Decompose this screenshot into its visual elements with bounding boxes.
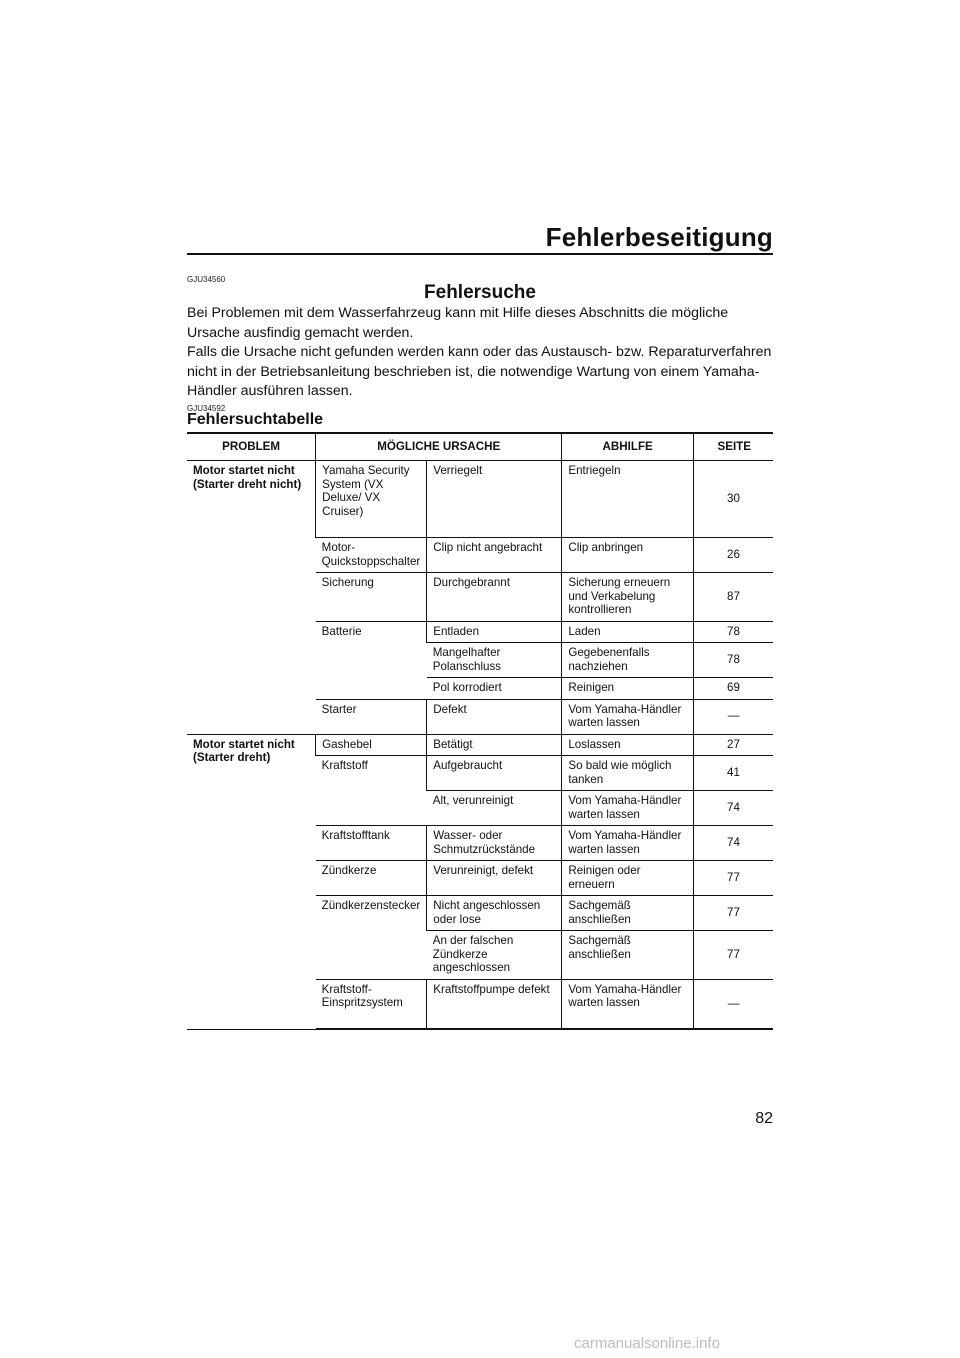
- table-row: [187, 734, 773, 756]
- symptom-cell: Verriegelt: [427, 461, 562, 538]
- page-cell: 77: [693, 861, 773, 896]
- symptom-cell: Durchgebrannt: [427, 573, 562, 622]
- page-cell: —: [693, 699, 773, 734]
- symptom-cell: Verunreinigt, defekt: [427, 861, 562, 896]
- table-row: [187, 461, 773, 538]
- cause-cell: Yamaha Security System (VX Deluxe/ VX Cruiser): [316, 461, 427, 538]
- symptom-cell: Mangelhafter Polanschluss: [427, 643, 562, 678]
- page-number: 82: [755, 1110, 773, 1127]
- symptom-cell: Entladen: [427, 621, 562, 643]
- page-cell: —: [693, 979, 773, 1029]
- page-section-title: Fehlerbeseitigung: [545, 222, 773, 252]
- symptom-cell: An der falschen Zündkerze angeschlossen: [427, 931, 562, 980]
- remedy-cell: Sachgemäß anschließen: [562, 931, 694, 980]
- cause-cell: Sicherung: [316, 573, 427, 622]
- page-cell: 27: [693, 734, 773, 756]
- troubleshooting-table: [187, 432, 773, 1030]
- remedy-cell: Reinigen oder erneuern: [562, 861, 694, 896]
- section-code: GJU34560: [187, 275, 226, 284]
- page-cell: 74: [693, 826, 773, 861]
- remedy-cell: Loslassen: [562, 734, 694, 756]
- page-cell: 78: [693, 621, 773, 643]
- page-cell: 26: [693, 538, 773, 573]
- symptom-cell: Alt, verunreinigt: [427, 791, 562, 826]
- remedy-cell: Vom Yamaha-Händler warten lassen: [562, 791, 694, 826]
- cause-cell: Zündkerzenstecker: [316, 896, 427, 980]
- remedy-cell: So bald wie möglich tanken: [562, 756, 694, 791]
- remedy-cell: Vom Yamaha-Händler warten lassen: [562, 979, 694, 1029]
- table-header-row: [187, 433, 773, 461]
- header-problem: PROBLEM: [187, 433, 316, 461]
- remedy-cell: Entriegeln: [562, 461, 694, 538]
- symptom-cell: Clip nicht angebracht: [427, 538, 562, 573]
- remedy-cell: Vom Yamaha-Händler warten lassen: [562, 699, 694, 734]
- remedy-cell: Vom Yamaha-Händler warten lassen: [562, 826, 694, 861]
- section-heading: Fehlersuche: [424, 282, 536, 303]
- remedy-cell: Reinigen: [562, 678, 694, 700]
- header-page: SEITE: [693, 433, 773, 461]
- symptom-cell: Defekt: [427, 699, 562, 734]
- symptom-cell: Wasser- oder Schmutzrückstände: [427, 826, 562, 861]
- cause-cell: Batterie: [316, 621, 427, 699]
- cause-cell: Zündkerze: [316, 861, 427, 896]
- page-cell: 77: [693, 931, 773, 980]
- table-title: Fehlersuchtabelle: [187, 411, 324, 428]
- header-remedy: ABHILFE: [562, 433, 694, 461]
- page-cell: 30: [693, 461, 773, 538]
- remedy-cell: Gegebenenfalls nachziehen: [562, 643, 694, 678]
- page-cell: 74: [693, 791, 773, 826]
- page-cell: 78: [693, 643, 773, 678]
- header-cause: MÖGLICHE URSACHE: [316, 433, 562, 461]
- remedy-cell: Laden: [562, 621, 694, 643]
- symptom-cell: Aufgebraucht: [427, 756, 562, 791]
- symptom-cell: Betätigt: [427, 734, 562, 756]
- cause-cell: Kraftstoff: [316, 756, 427, 826]
- cause-cell: Kraftstofftank: [316, 826, 427, 861]
- table-section-code: GJU34592: [187, 404, 226, 413]
- intro-paragraph-2: Falls die Ursache nicht gefunden werden kann oder das Austausch- bzw. Reparaturverfahren nicht in der Betriebsanleitung beschrieben ist, die notwendige Wartung von einem Yamaha-Händler ausführen lassen.: [187, 344, 772, 399]
- watermark-text: carmanualsonline.info: [574, 1335, 720, 1352]
- header-rule: [187, 253, 773, 255]
- symptom-cell: Pol korrodiert: [427, 678, 562, 700]
- remedy-cell: Sachgemäß anschließen: [562, 896, 694, 931]
- symptom-cell: Kraftstoffpumpe defekt: [427, 979, 562, 1029]
- problem-cell: Motor startet nicht (Starter dreht nicht): [187, 461, 316, 735]
- remedy-cell: Clip anbringen: [562, 538, 694, 573]
- symptom-cell: Nicht angeschlossen oder lose: [427, 896, 562, 931]
- cause-cell: Motor-Quickstoppschalter: [316, 538, 427, 573]
- intro-paragraph-1: Bei Problemen mit dem Wasserfahrzeug kann mit Hilfe dieses Abschnitts die mögliche Ursache ausfindig gemacht werden.: [187, 305, 729, 341]
- page-cell: 69: [693, 678, 773, 700]
- cause-cell: Kraftstoff-Einspritzsystem: [316, 979, 427, 1029]
- intro-text: [187, 304, 777, 402]
- page-cell: 41: [693, 756, 773, 791]
- cause-cell: Gashebel: [316, 734, 427, 756]
- cause-cell: Starter: [316, 699, 427, 734]
- page-cell: 77: [693, 896, 773, 931]
- problem-cell: Motor startet nicht (Starter dreht): [187, 734, 316, 1029]
- remedy-cell: Sicherung erneuern und Verkabelung kontrollieren: [562, 573, 694, 622]
- page-cell: 87: [693, 573, 773, 622]
